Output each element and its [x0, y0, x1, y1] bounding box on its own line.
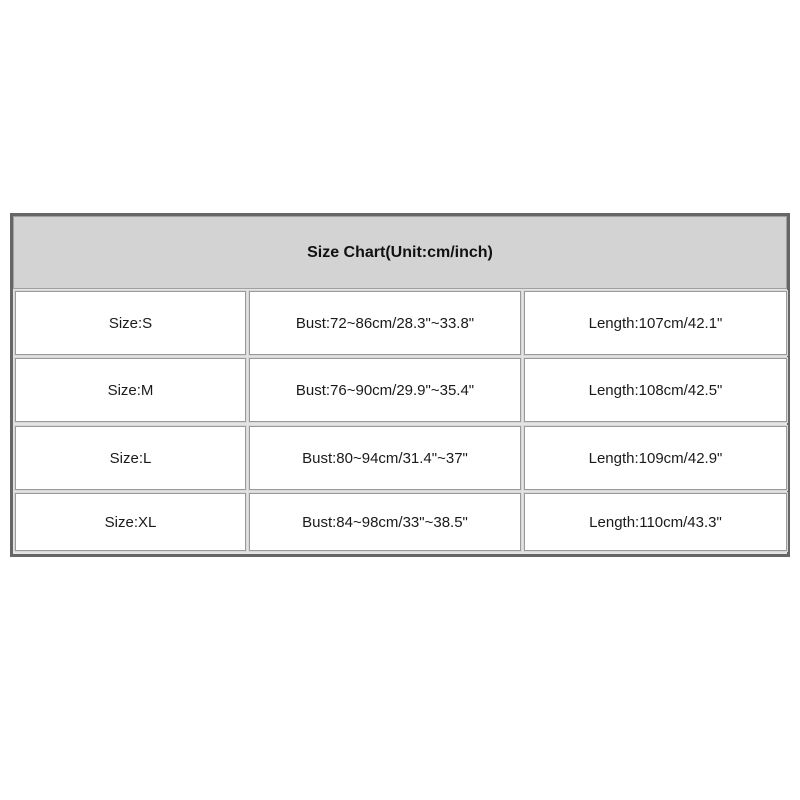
- length-cell-m: Length:108cm/42.5": [524, 358, 787, 422]
- size-cell-l: Size:L: [15, 426, 246, 490]
- size-chart-header: [13, 216, 787, 289]
- length-cell-s: Length:107cm/42.1": [524, 291, 787, 355]
- bust-cell-xl: Bust:84~98cm/33"~38.5": [249, 493, 521, 551]
- length-cell-l: Length:109cm/42.9": [524, 426, 787, 490]
- size-cell-s: Size:S: [15, 291, 246, 355]
- size-cell-m: Size:M: [15, 358, 246, 422]
- length-cell-xl: Length:110cm/43.3": [524, 493, 787, 551]
- bust-cell-l: Bust:80~94cm/31.4"~37": [249, 426, 521, 490]
- size-cell-xl: Size:XL: [15, 493, 246, 551]
- size-chart-title: Size Chart(Unit:cm/inch): [307, 243, 493, 261]
- bust-cell-m: Bust:76~90cm/29.9"~35.4": [249, 358, 521, 422]
- bust-cell-s: Bust:72~86cm/28.3"~33.8": [249, 291, 521, 355]
